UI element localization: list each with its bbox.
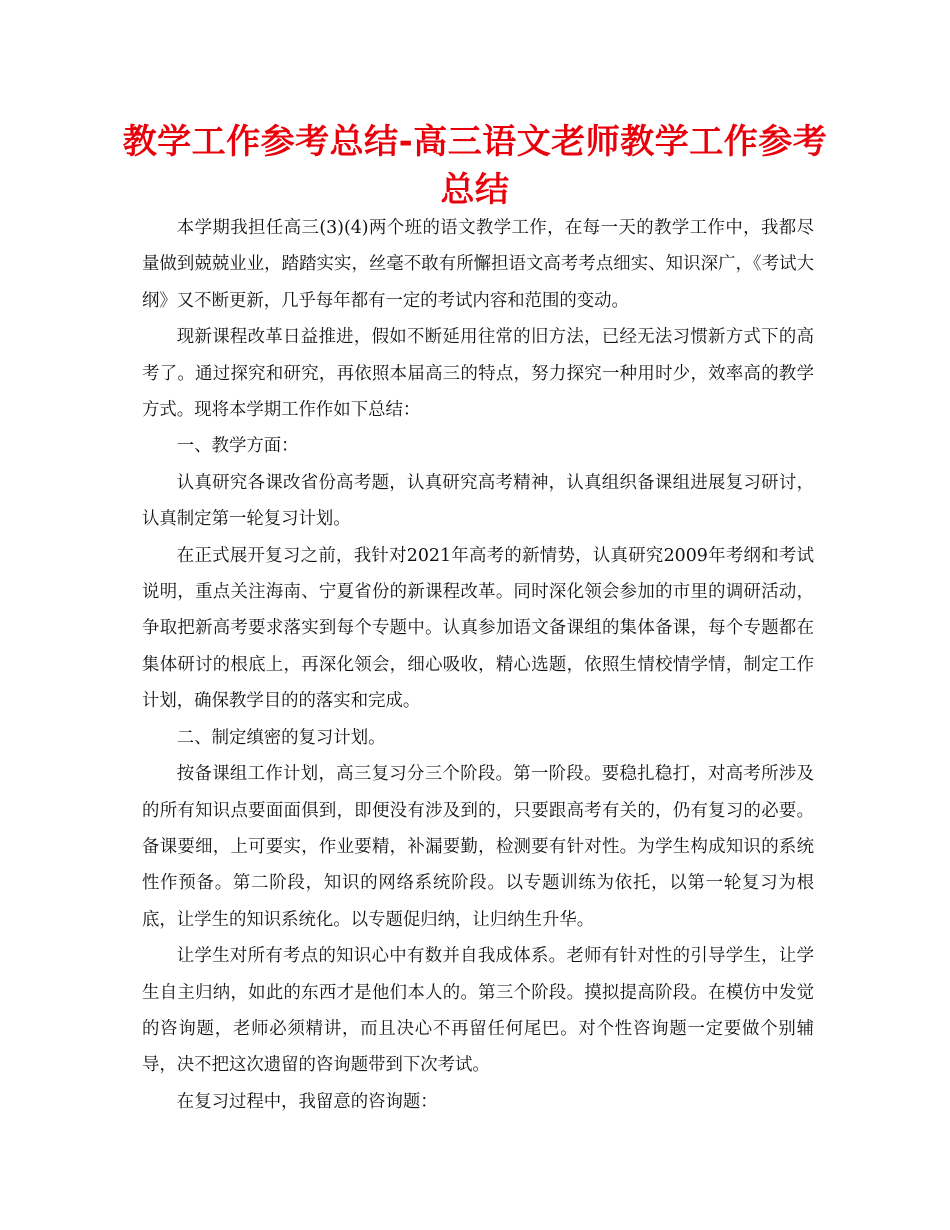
document-body (142, 210, 814, 1120)
paragraph: 本学期我担任高三(3)(4)两个班的语文教学工作，在每一天的教学工作中，我都尽量做到兢兢业业，踏踏实实，丝毫不敢有所懈担语文高考考点细实、知识深广，《考试大纲》又不断更新，几乎每年都有一定的考试内容和范围的变动。 (142, 218, 814, 311)
section-heading: 二、制定缜密的复习计划。 (176, 727, 386, 748)
paragraph: 现新课程改革日益推进，假如不断延用往常的旧方法，已经无法习惯新方式下的高考了。通过探究和研究，再依照本届高三的特点，努力探究一种用时少，效率高的教学方式。现将本学期工作作如下总结： (142, 327, 814, 421)
paragraph: 在复习过程中，我留意的咨询题： (176, 1091, 438, 1112)
paragraph: 在正式展开复习之前，我针对2021年高考的新情势，认真研究2009年考纲和考试说明，重点关注海南、宁夏省份的新课程改革。同时深化领会参加的市里的调研活动，争取把新高考要求落实到每个专题中。认真参加语文备课组的集体备课，每个专题都在集体研讨的根底上，再深化领会，细心吸收，精心选题，依照生情校情学情，制定工作计划，确保教学目的的落实和完成。 (142, 545, 814, 712)
paragraph: 按备课组工作计划，高三复习分三个阶段。第一阶段。要稳扎稳打，对高考所涉及的所有知识点要面面俱到，即便没有涉及到的，只要跟高考有关的，仍有复习的必要。备课要细，上可要实，作业要精，补漏要勤，检测要有针对性。为学生构成知识的系统性作预备。第二阶段，知识的网络系统阶段。以专题训练为依托，以第一轮复习为根底，让学生的知识系统化。以专题促归纳，让归纳生升华。 (142, 764, 814, 930)
document-title: 教学工作参考总结-高三语文老师教学工作参考总结 (122, 122, 828, 210)
section-heading: 一、教学方面： (176, 436, 299, 457)
paragraph: 让学生对所有考点的知识心中有数并自我成体系。老师有针对性的引导学生，让学生自主归纳，如此的东西才是他们本人的。第三个阶段。摸拟提高阶段。在模仿中发觉的咨询题，老师必须精讲，而且决心不再留任何尾巴。对个性咨询题一定要做个别辅导，决不把这次遗留的咨询题带到下次考试。 (142, 946, 814, 1076)
paragraph: 认真研究各课改省份高考题，认真研究高考精神，认真组织备课组进展复习研讨，认真制定第一轮复习计划。 (142, 472, 814, 530)
